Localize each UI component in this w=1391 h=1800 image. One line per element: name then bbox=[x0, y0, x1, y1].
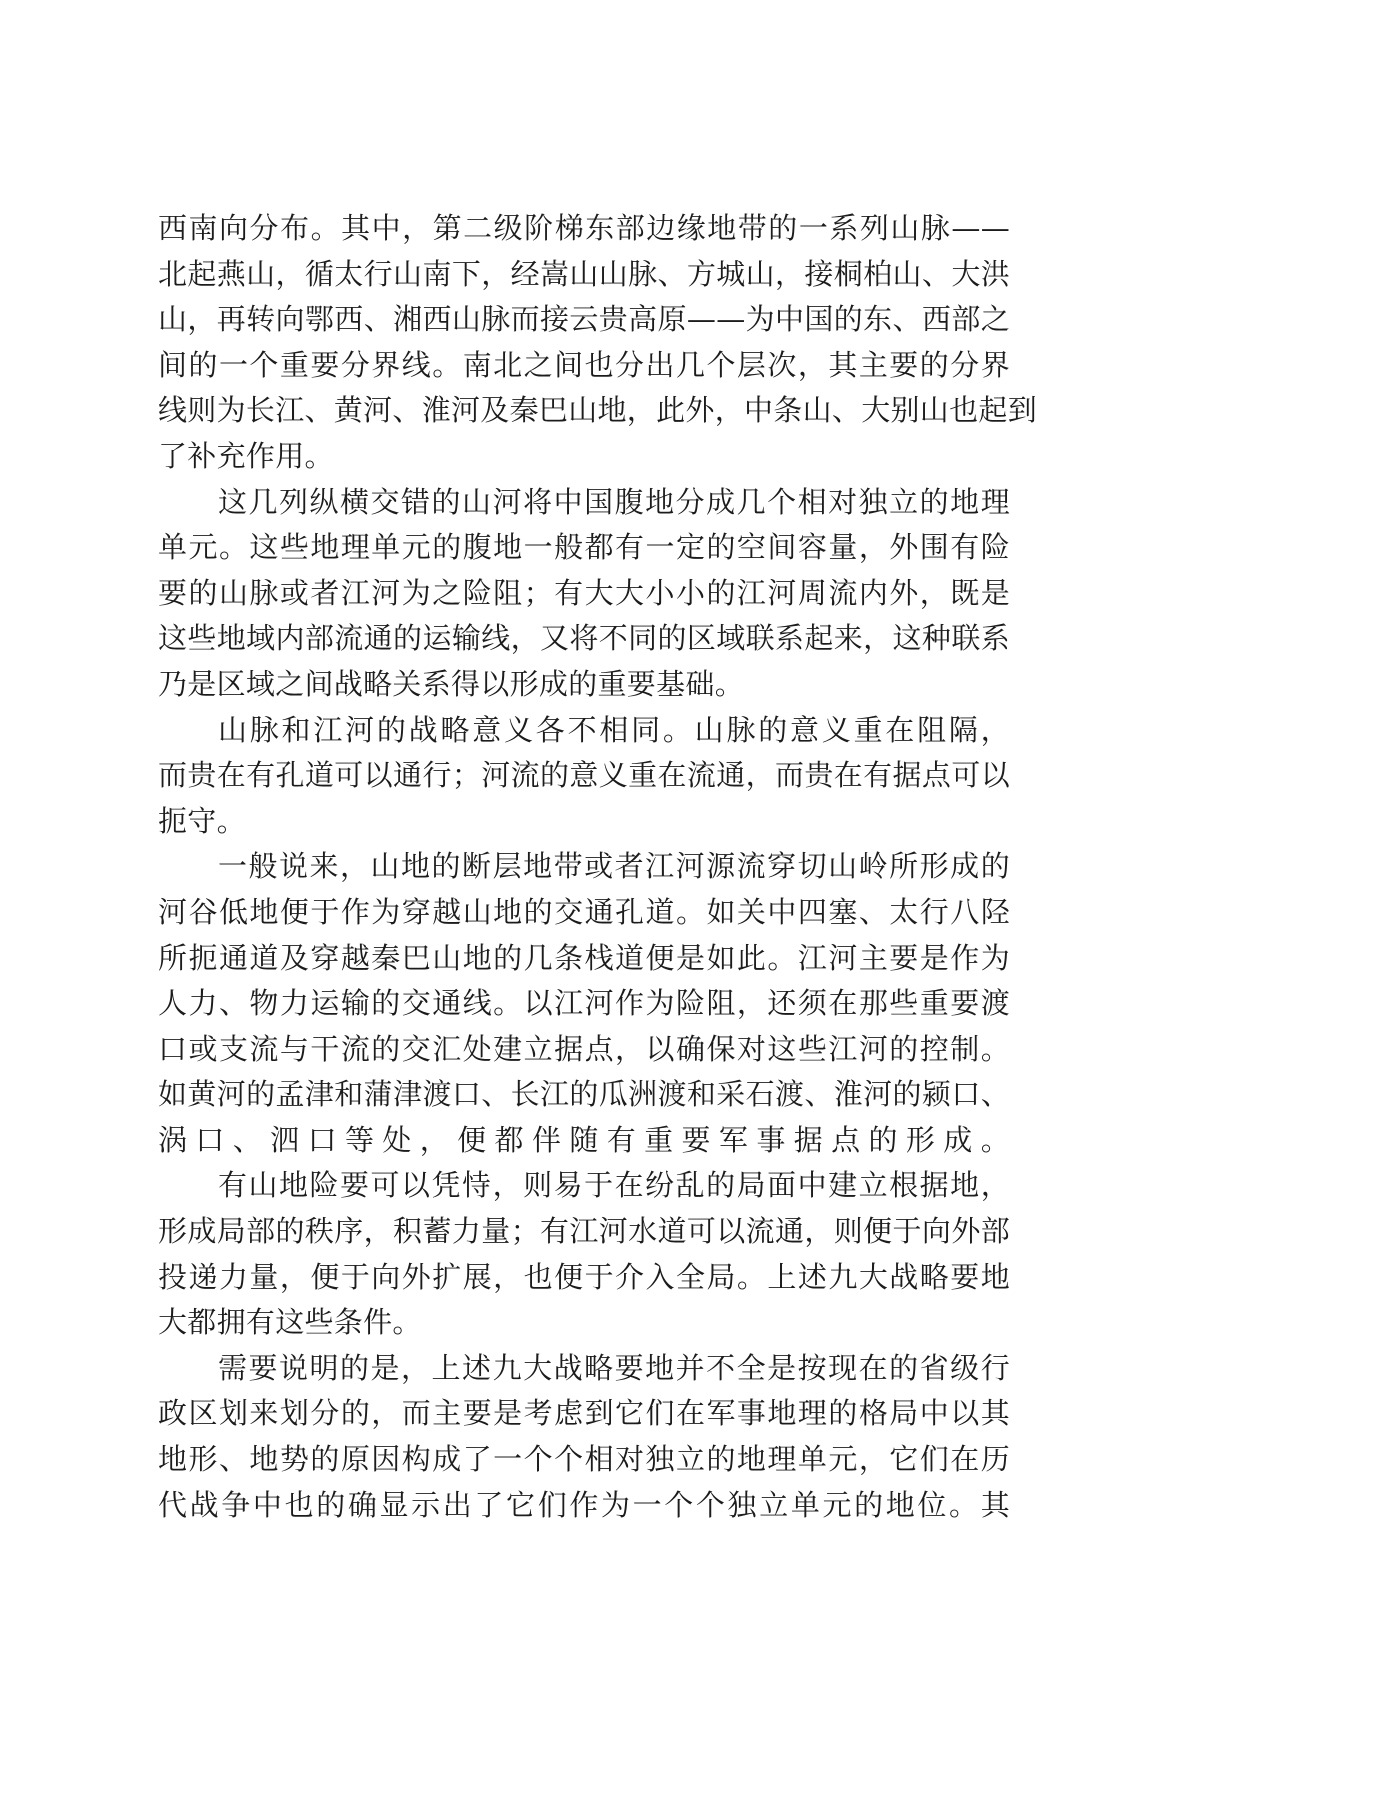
text-line: 乃是区域之间战略关系得以形成的重要基础。 bbox=[158, 666, 745, 701]
text-line: 山，再转向鄂西、湘西山脉而接云贵高原——为中国的东、西部之 bbox=[158, 302, 1010, 337]
text-line: 间的一个重要分界线。南北之间也分出几个层次，其主要的分界 bbox=[158, 347, 1010, 382]
text-line: 需要说明的是，上述九大战略要地并不全是按现在的省级行 bbox=[218, 1350, 1010, 1385]
text-line: 大都拥有这些条件。 bbox=[158, 1305, 422, 1340]
text-line: 口或支流与干流的交汇处建立据点，以确保对这些江河的控制。 bbox=[158, 1031, 1010, 1066]
text-line: 投递力量，便于向外扩展，也便于介入全局。上述九大战略要地 bbox=[158, 1259, 1010, 1294]
text-line: 一般说来，山地的断层地带或者江河源流穿切山岭所形成的 bbox=[218, 849, 1010, 884]
text-line: 如黄河的孟津和蒲津渡口、长江的瓜洲渡和采石渡、淮河的颍口、 bbox=[158, 1077, 1010, 1112]
text-line: 涡口、泗口等处，便都伴随有重要军事据点的形成。 bbox=[158, 1122, 1010, 1157]
text-line: 单元。这些地理单元的腹地一般都有一定的空间容量，外围有险 bbox=[158, 530, 1010, 565]
text-line: 有山地险要可以凭恃，则易于在纷乱的局面中建立根据地， bbox=[218, 1168, 1010, 1203]
text-line: 这几列纵横交错的山河将中国腹地分成几个相对独立的地理 bbox=[218, 484, 1010, 519]
text-line: 形成局部的秩序，积蓄力量；有江河水道可以流通，则便于向外部 bbox=[158, 1214, 1010, 1249]
text-line: 线则为长江、黄河、淮河及秦巴山地，此外，中条山、大别山也起到 bbox=[158, 393, 1038, 428]
text-line: 代战争中也的确显示出了它们作为一个个独立单元的地位。其 bbox=[158, 1487, 1010, 1522]
text-line: 了补充作用。 bbox=[158, 438, 334, 473]
text-line: 人力、物力运输的交通线。以江河作为险阻，还须在那些重要渡 bbox=[158, 986, 1010, 1021]
text-line: 北起燕山，循太行山南下，经嵩山山脉、方城山，接桐柏山、大洪 bbox=[158, 256, 1010, 291]
text-line: 政区划来划分的，而主要是考虑到它们在军事地理的格局中以其 bbox=[158, 1396, 1010, 1431]
text-line: 要的山脉或者江河为之险阻；有大大小小的江河周流内外，既是 bbox=[158, 575, 1010, 610]
text-line: 山脉和江河的战略意义各不相同。山脉的意义重在阻隔， bbox=[218, 712, 1010, 747]
text-line: 这些地域内部流通的运输线，又将不同的区域联系起来，这种联系 bbox=[158, 621, 1010, 656]
text-line: 所扼通道及穿越秦巴山地的几条栈道便是如此。江河主要是作为 bbox=[158, 940, 1010, 975]
text-line: 河谷低地便于作为穿越山地的交通孔道。如关中四塞、太行八陉 bbox=[158, 894, 1010, 929]
text-line: 西南向分布。其中，第二级阶梯东部边缘地带的一系列山脉—— bbox=[158, 211, 1010, 245]
text-line: 而贵在有孔道可以通行；河流的意义重在流通，而贵在有据点可以 bbox=[158, 758, 1010, 793]
text-line: 扼守。 bbox=[158, 803, 246, 838]
text-line: 地形、地势的原因构成了一个个相对独立的地理单元，它们在历 bbox=[158, 1442, 1010, 1477]
body-text bbox=[158, 206, 1038, 1528]
